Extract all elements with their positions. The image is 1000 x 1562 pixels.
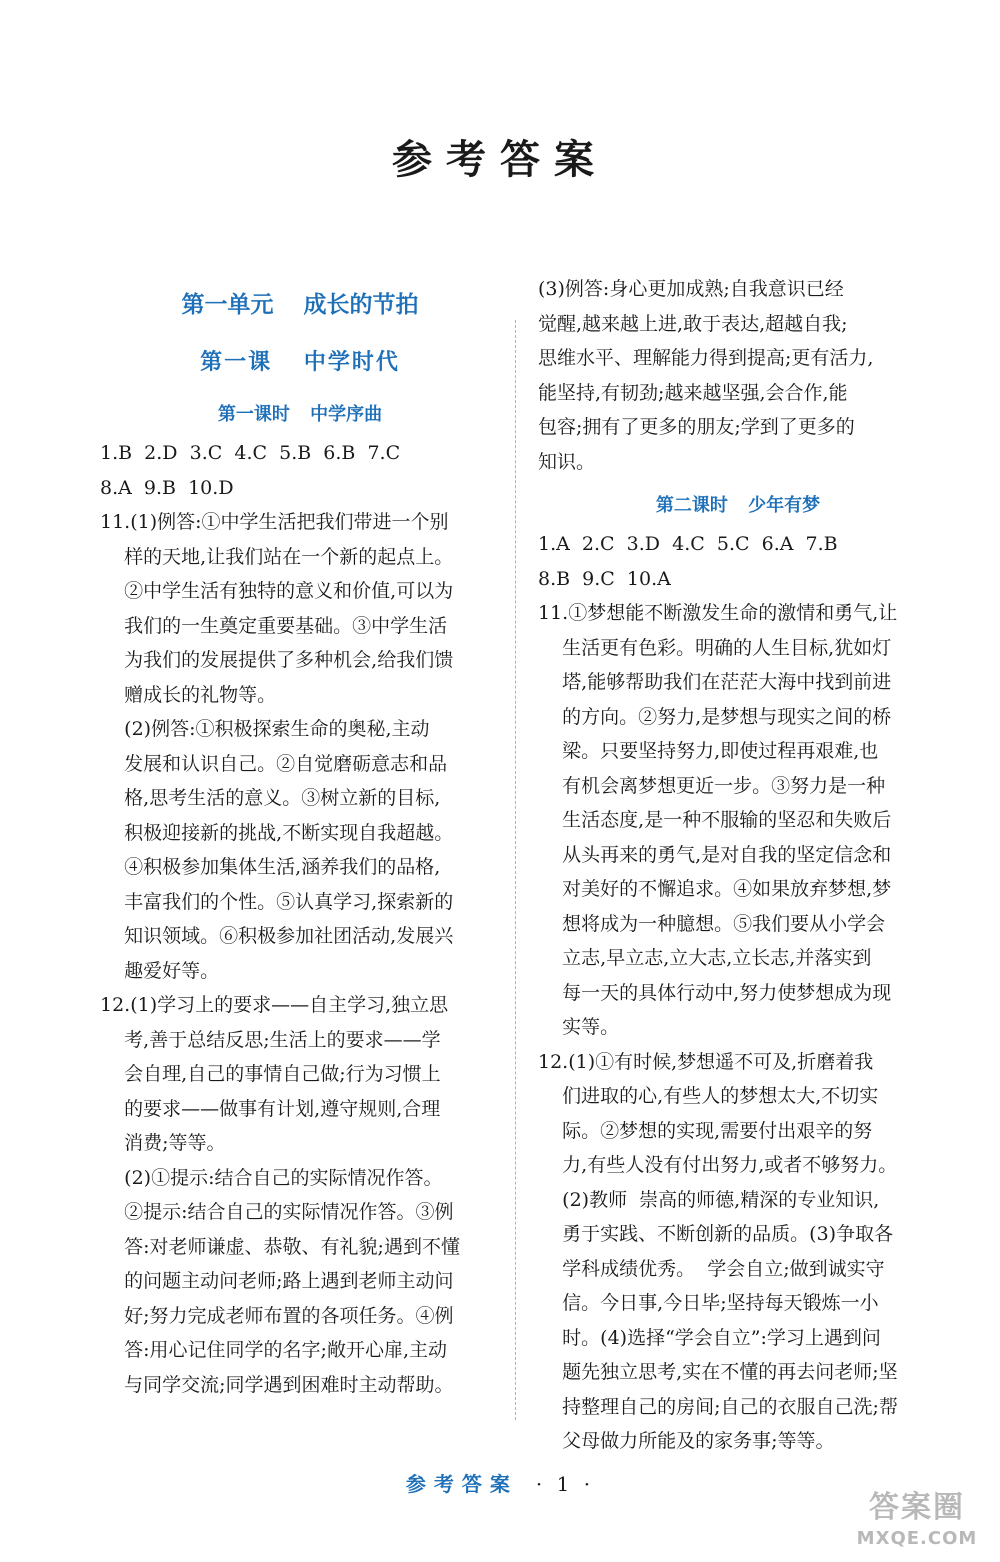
right-top-answer-lines bbox=[538, 272, 938, 479]
answer-line: 力,有些人没有付出努力,或者不够努力。 bbox=[538, 1154, 898, 1176]
answer-line: (2)例答:①积极探索生命的奥秘,主动 bbox=[100, 718, 430, 740]
column-divider bbox=[515, 320, 516, 1420]
answer-line: 答:用心记住同学的名字;敞开心扉,主动 bbox=[100, 1339, 448, 1361]
page-title: 参考答案 bbox=[392, 136, 608, 183]
answer-line: 11.(1)例答:①中学生活把我们带进一个别 bbox=[100, 511, 449, 533]
answer-line: 题先独立思考,实在不懂的再去问老师;坚 bbox=[538, 1361, 898, 1383]
answer-line: 勇于实践、不断创新的品质。(3)争取各 bbox=[538, 1223, 894, 1245]
footer-label: 参考答案 bbox=[405, 1472, 518, 1496]
answer-line: 消费;等等。 bbox=[100, 1132, 226, 1154]
answer-line: 际。②梦想的实现,需要付出艰辛的努 bbox=[538, 1119, 873, 1142]
watermark-logo bbox=[852, 1488, 982, 1556]
answer-line: 想将成为一种臆想。⑤我们要从小学会 bbox=[538, 912, 886, 935]
answer-line: 能坚持,有韧劲;越来越坚强,会合作,能 bbox=[538, 381, 848, 404]
answer-line: 样的天地,让我们站在一个新的起点上。 bbox=[100, 545, 454, 568]
answer-line: 8.B 9.C 10.A bbox=[538, 567, 671, 590]
answer-line: 有机会离梦想更近一步。③努力是一种 bbox=[538, 774, 886, 797]
answer-line: ②中学生活有独特的意义和价值,可以为 bbox=[100, 580, 454, 602]
answer-line: 为我们的发展提供了多种机会,给我们馈 bbox=[100, 649, 454, 671]
answer-line: 答:对老师谦虚、恭敬、有礼貌;遇到不懂 bbox=[100, 1235, 460, 1258]
answer-line: 塔,能够帮助我们在茫茫大海中找到前进 bbox=[538, 671, 892, 693]
answer-line: 学科成绩优秀。 学会自立;做到诚实守 bbox=[538, 1257, 885, 1280]
answer-line: 发展和认识自己。②自觉磨砺意志和品 bbox=[100, 752, 448, 775]
answer-line: (2)①提示:结合自己的实际情况作答。 bbox=[100, 1166, 443, 1189]
answer-line: 丰富我们的个性。⑤认真学习,探索新的 bbox=[100, 890, 454, 913]
answer-line: (3)例答:身心更加成熟;自我意识已经 bbox=[538, 278, 844, 300]
answer-line: 与同学交流;同学遇到困难时主动帮助。 bbox=[100, 1373, 454, 1396]
answer-line: ②提示:结合自己的实际情况作答。③例 bbox=[100, 1201, 454, 1223]
lesson-title: 第一课 中学时代 bbox=[200, 350, 400, 375]
watermark-sub: MXQE.COM bbox=[856, 1528, 978, 1549]
page-number: · 1 · bbox=[535, 1472, 595, 1496]
answer-line: 我们的一生奠定重要基础。③中学生活 bbox=[100, 614, 448, 637]
page-footer bbox=[0, 1468, 1000, 1497]
answer-line: 的问题主动问老师;路上遇到老师主动问 bbox=[100, 1270, 454, 1292]
answer-line: 觉醒,越来越上进,敢于表达,超越自我; bbox=[538, 312, 848, 335]
answer-line: ④积极参加集体生活,涵养我们的品格, bbox=[100, 856, 441, 878]
answer-line: 的方向。②努力,是梦想与现实之间的桥 bbox=[538, 705, 892, 728]
unit-title: 第一单元 成长的节拍 bbox=[181, 292, 419, 318]
section-title-1: 第一课时 中学序曲 bbox=[217, 404, 383, 425]
answer-line: 格,思考生活的意义。③树立新的目标, bbox=[100, 787, 441, 809]
answer-line: 时。(4)选择“学会自立”:学习上遇到问 bbox=[538, 1326, 881, 1349]
watermark-main: 答案圈 bbox=[869, 1490, 965, 1525]
answer-line: 思维水平、理解能力得到提高;更有活力, bbox=[538, 347, 874, 369]
answer-line: 对美好的不懈追求。④如果放弃梦想,梦 bbox=[538, 878, 892, 900]
answer-line: 考,善于总结反思;生活上的要求——学 bbox=[100, 1028, 441, 1051]
section-title-2: 第二课时 少年有梦 bbox=[655, 495, 821, 516]
answer-line: 立志,早立志,立大志,立长志,并落实到 bbox=[538, 947, 872, 969]
answer-line: 们进取的心,有些人的梦想太大,不切实 bbox=[538, 1085, 879, 1107]
answer-line: 会自理,自己的事情自己做;行为习惯上 bbox=[100, 1063, 441, 1085]
answer-line: (2)教师 崇高的师德,精深的专业知识, bbox=[538, 1188, 880, 1211]
answer-line: 12.(1)学习上的要求——自主学习,独立思 bbox=[100, 994, 449, 1016]
answer-line: 1.B 2.D 3.C 4.C 5.B 6.B 7.C bbox=[100, 442, 401, 464]
answer-line: 8.A 9.B 10.D bbox=[100, 476, 234, 499]
answer-line: 父母做力所能及的家务事;等等。 bbox=[538, 1430, 835, 1452]
right-column bbox=[538, 272, 938, 1459]
answer-line: 1.A 2.C 3.D 4.C 5.C 6.A 7.B bbox=[538, 533, 838, 555]
answer-line: 持整理自己的房间;自己的衣服自己洗;帮 bbox=[538, 1395, 898, 1418]
right-answer-lines bbox=[538, 527, 938, 1459]
answer-line: 的要求——做事有计划,遵守规则,合理 bbox=[100, 1097, 441, 1120]
answer-line: 11.①梦想能不断激发生命的激情和勇气,让 bbox=[538, 602, 898, 624]
answer-line: 每一天的具体行动中,努力使梦想成为现 bbox=[538, 981, 892, 1004]
answer-line: 赠成长的礼物等。 bbox=[100, 683, 277, 706]
answer-line: 包容;拥有了更多的朋友;学到了更多的 bbox=[538, 416, 855, 438]
answer-line: 趣爱好等。 bbox=[100, 959, 220, 982]
answer-line: 梁。只要坚持努力,即使过程再艰难,也 bbox=[538, 740, 879, 762]
answer-line: 生活态度,是一种不服输的坚忍和失败后 bbox=[538, 809, 892, 831]
answer-line: 生活更有色彩。明确的人生目标,犹如灯 bbox=[538, 636, 892, 659]
answer-line: 12.(1)①有时候,梦想遥不可及,折磨着我 bbox=[538, 1050, 874, 1073]
answer-line: 积极迎接新的挑战,不断实现自我超越。 bbox=[100, 821, 454, 844]
answer-line: 信。今日事,今日毕;坚持每天锻炼一小 bbox=[538, 1292, 879, 1314]
left-column bbox=[100, 280, 500, 1402]
answer-line: 知识领域。⑥积极参加社团活动,发展兴 bbox=[100, 925, 454, 947]
left-answer-lines bbox=[100, 436, 500, 1402]
answer-line: 知识。 bbox=[538, 450, 596, 473]
answer-line: 实等。 bbox=[538, 1016, 620, 1038]
answer-line: 好;努力完成老师布置的各项任务。④例 bbox=[100, 1304, 454, 1327]
answer-line: 从头再来的勇气,是对自我的坚定信念和 bbox=[538, 843, 892, 866]
